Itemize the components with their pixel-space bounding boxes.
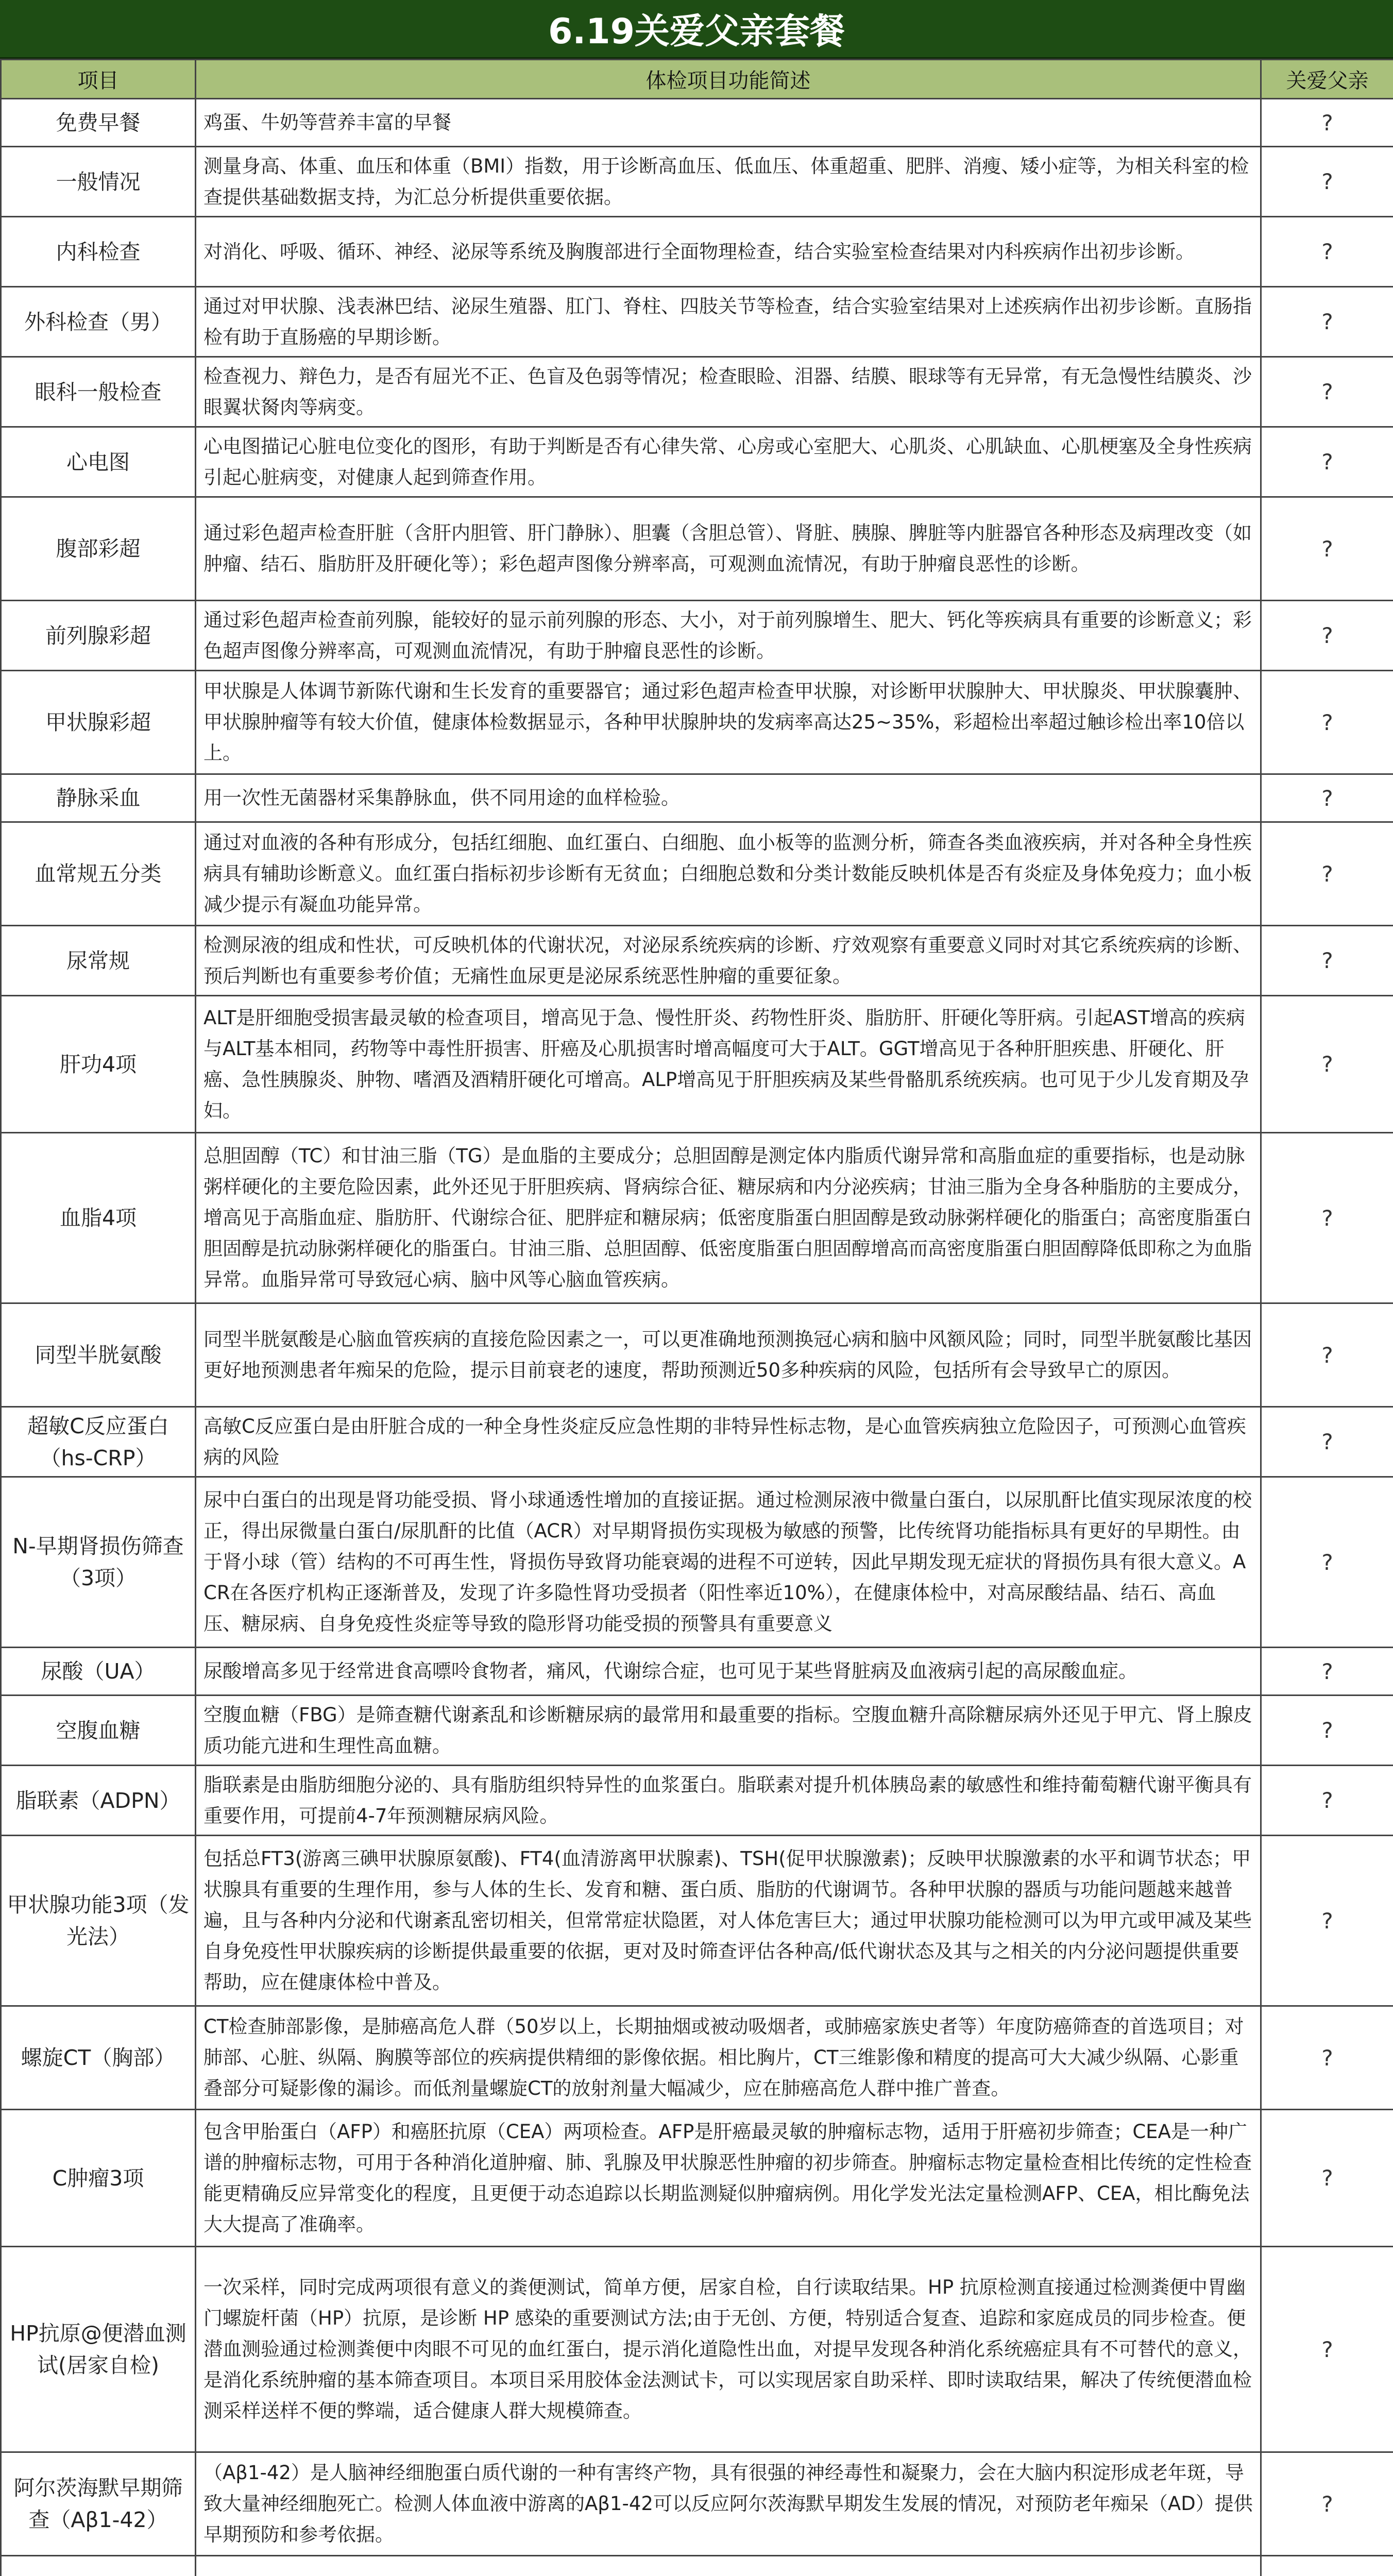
row-description: 高敏C反应蛋白是由肝脏合成的一种全身性炎症反应急性期的非特异性标志物，是心血管疾病独立危险因子，可预测心血管疾病的风险 bbox=[196, 1407, 1261, 1477]
row-item-name: 血常规五分类 bbox=[1, 822, 196, 926]
row-description: 包括总FT3(游离三碘甲状腺原氨酸)、FT4(血清游离甲状腺素)、TSH(促甲状腺激素)；反映甲状腺激素的水平和调节状态；甲状腺具有重要的生理作用，参与人体的生长、发育和糖、蛋白质、脂肪的代谢调节。各种甲状腺的器质与功能问题越来越普遍，且与各种内分泌和代谢紊乱密切相关，但常常症状隐匿，对人体危害巨大；通过甲状腺功能检测可以为甲亢或甲减及某些自身免疫性甲状腺疾病的诊断提供最重要的依据，更对及时筛查评估各种高/低代谢状态及其与之相关的内分泌问题提供重要帮助，应在健康体检中普及。 bbox=[196, 1836, 1261, 2006]
table-row bbox=[1, 99, 1393, 147]
row-package-mark: ? bbox=[1261, 2006, 1393, 2110]
row-package-mark: ? bbox=[1261, 1766, 1393, 1836]
row-item-name: 肝功4项 bbox=[1, 996, 196, 1133]
row-description: ALT是肝细胞受损害最灵敏的检查项目，增高见于急、慢性肝炎、药物性肝炎、脂肪肝、肝硬化等肝病。引起AST增高的疾病与ALT基本相同，药物等中毒性肝损害、肝癌及心肌损害时增高幅度可大于ALT。GGT增高见于各种肝胆疾患、肝硬化、肝癌、急性胰腺炎、肿物、嗜酒及酒精肝硬化可增高。ALP增高见于肝胆疾病及某些骨骼肌系统疾病。也可见于少儿发育期及孕妇。 bbox=[196, 996, 1261, 1133]
row-description: 甲状腺是人体调节新陈代谢和生长发育的重要器官；通过彩色超声检查甲状腺，对诊断甲状腺肿大、甲状腺炎、甲状腺囊肿、甲状腺肿瘤等有较大价值，健康体检数据显示，各种甲状腺肿块的发病率高达25~35%，彩超检出率超过触诊检出率10倍以上。 bbox=[196, 671, 1261, 774]
table-row bbox=[1, 1766, 1393, 1836]
table-row bbox=[1, 774, 1393, 822]
row-item-name: 脂联素（ADPN） bbox=[1, 1766, 196, 1836]
row-item-name: 一般情况 bbox=[1, 147, 196, 217]
row-description: 通过对血液的各种有形成分，包括红细胞、血红蛋白、白细胞、血小板等的监测分析，筛查各类血液疾病，并对各种全身性疾病具有辅助诊断意义。血红蛋白指标初步诊断有无贫血；白细胞总数和分类计数能反映机体是否有炎症及身体免疫力；血小板减少提示有凝血功能异常。 bbox=[196, 822, 1261, 926]
table-row bbox=[1, 1133, 1393, 1303]
table-row bbox=[1, 1407, 1393, 1477]
table-row bbox=[1, 287, 1393, 357]
table-row bbox=[1, 822, 1393, 926]
row-description: 对消化、呼吸、循环、神经、泌尿等系统及胸腹部进行全面物理检查，结合实验室检查结果对内科疾病作出初步诊断。 bbox=[196, 217, 1261, 287]
row-item-name: 空腹血糖 bbox=[1, 1696, 196, 1766]
row-package-mark: ? bbox=[1261, 2452, 1393, 2556]
package-table bbox=[0, 59, 1393, 2576]
table-row bbox=[1, 1477, 1393, 1648]
table-row bbox=[1, 1648, 1393, 1696]
table-row bbox=[1, 2006, 1393, 2110]
row-item-name: C肿瘤3项 bbox=[1, 2110, 196, 2247]
row-package-mark: ? bbox=[1261, 926, 1393, 996]
table-row bbox=[1, 357, 1393, 427]
row-description: 尿中白蛋白的出现是肾功能受损、肾小球通透性增加的直接证据。通过检测尿液中微量白蛋白，以尿肌酐比值实现尿浓度的校正，得出尿微量白蛋白/尿肌酐的比值（ACR）对早期肾损伤实现极为敏感的预警，比传统肾功能指标具有更好的早期性。由于肾小球（管）结构的不可再生性，肾损伤导致肾功能衰竭的进程不可逆转，因此早期发现无症状的肾损伤具有很大意义。ACR在各医疗机构正逐渐普及，发现了许多隐性肾功受损者（阳性率近10%），在健康体检中，对高尿酸结晶、结石、高血压、糖尿病、自身免疫性炎症等导致的隐形肾功能受损的预警具有重要意义 bbox=[196, 1477, 1261, 1648]
row-package-mark: ? bbox=[1261, 2247, 1393, 2452]
row-package-mark: ? bbox=[1261, 1836, 1393, 2006]
row-item-name: 同型半胱氨酸 bbox=[1, 1303, 196, 1407]
row-item-name: 尿常规 bbox=[1, 926, 196, 996]
table-row bbox=[1, 601, 1393, 671]
row-package-mark: ? bbox=[1261, 1303, 1393, 1407]
header-package: 关爱父亲 bbox=[1261, 60, 1393, 99]
table-row bbox=[1, 671, 1393, 774]
row-description: 测量身高、体重、血压和体重（BMI）指数，用于诊断高血压、低血压、体重超重、肥胖、消瘦、矮小症等，为相关科室的检查提供基础数据支持，为汇总分析提供重要依据。 bbox=[196, 147, 1261, 217]
row-package-mark: ? bbox=[1261, 147, 1393, 217]
table-row bbox=[1, 497, 1393, 601]
row-description: 包含甲胎蛋白（AFP）和癌胚抗原（CEA）两项检查。AFP是肝癌最灵敏的肿瘤标志物，适用于肝癌初步筛查；CEA是一种广谱的肿瘤标志物，可用于各种消化道肿瘤、肺、乳腺及甲状腺恶性肿瘤的初步筛查。肿瘤标志物定量检查相比传统的定性检查能更精确反应异常变化的程度，且更便于动态追踪以长期监测疑似肿瘤病例。用化学发光法定量检测AFP、CEA，相比酶免法大大提高了准确率。 bbox=[196, 2110, 1261, 2247]
row-item-name: 甲状腺功能3项（发光法） bbox=[1, 1836, 196, 2006]
row-package-mark: ? bbox=[1261, 427, 1393, 497]
row-description: 通过彩色超声检查肝脏（含肝内胆管、肝门静脉）、胆囊（含胆总管）、肾脏、胰腺、脾脏等内脏器官各种形态及病理改变（如肿瘤、结石、脂肪肝及肝硬化等）；彩色超声图像分辨率高，可观测血流情况，有助于肿瘤良恶性的诊断。 bbox=[196, 497, 1261, 601]
row-description: 心电图描记心脏电位变化的图形，有助于判断是否有心律失常、心房或心室肥大、心肌炎、心肌缺血、心肌梗塞及全身性疾病引起心脏病变，对健康人起到筛查作用。 bbox=[196, 427, 1261, 497]
row-description: 尿酸增高多见于经常进食高嘌呤食物者，痛风，代谢综合症，也可见于某些肾脏病及血液病引起的高尿酸血症。 bbox=[196, 1648, 1261, 1696]
row-item-name bbox=[1, 2556, 196, 2576]
row-package-mark: ? bbox=[1261, 671, 1393, 774]
row-description: 检查视力、辩色力，是否有屈光不正、色盲及色弱等情况；检查眼睑、泪器、结膜、眼球等有无异常，有无急慢性结膜炎、沙眼翼状胬肉等病变。 bbox=[196, 357, 1261, 427]
table-row bbox=[1, 2247, 1393, 2452]
table-row bbox=[1, 427, 1393, 497]
row-package-mark: ? bbox=[1261, 1477, 1393, 1648]
row-item-name: 免费早餐 bbox=[1, 99, 196, 147]
row-item-name: HP抗原@便潜血测试(居家自检) bbox=[1, 2247, 196, 2452]
row-item-name: N-早期肾损伤筛查（3项） bbox=[1, 1477, 196, 1648]
row-description: 鸡蛋、牛奶等营养丰富的早餐 bbox=[196, 99, 1261, 147]
row-description: 用一次性无菌器材采集静脉血，供不同用途的血样检验。 bbox=[196, 774, 1261, 822]
row-item-name: 阿尔茨海默早期筛查（Aβ1-42） bbox=[1, 2452, 196, 2556]
table-row bbox=[1, 926, 1393, 996]
row-item-name: 静脉采血 bbox=[1, 774, 196, 822]
row-item-name: 内科检查 bbox=[1, 217, 196, 287]
row-description: 脂联素是由脂肪细胞分泌的、具有脂肪组织特异性的血浆蛋白。脂联素对提升机体胰岛素的敏感性和维持葡萄糖代谢平衡具有重要作用，可提前4-7年预测糖尿病风险。 bbox=[196, 1766, 1261, 1836]
row-package-mark bbox=[1261, 2556, 1393, 2576]
row-item-name: 超敏C反应蛋白（hs-CRP） bbox=[1, 1407, 196, 1477]
row-package-mark: ? bbox=[1261, 497, 1393, 601]
row-package-mark: ? bbox=[1261, 774, 1393, 822]
table-row bbox=[1, 1836, 1393, 2006]
table-row bbox=[1, 147, 1393, 217]
table-row bbox=[1, 1696, 1393, 1766]
row-item-name: 腹部彩超 bbox=[1, 497, 196, 601]
table-row bbox=[1, 2452, 1393, 2556]
row-package-mark: ? bbox=[1261, 287, 1393, 357]
row-description: 通过对甲状腺、浅表淋巴结、泌尿生殖器、肛门、脊柱、四肢关节等检查，结合实验室结果对上述疾病作出初步诊断。直肠指检有助于直肠癌的早期诊断。 bbox=[196, 287, 1261, 357]
row-description: 检测尿液的组成和性状，可反映机体的代谢状况，对泌尿系统疾病的诊断、疗效观察有重要意义同时对其它系统疾病的诊断、预后判断也有重要参考价值；无痛性血尿更是泌尿系统恶性肿瘤的重要征象。 bbox=[196, 926, 1261, 996]
row-description: 一次采样，同时完成两项很有意义的粪便测试，简单方便，居家自检，自行读取结果。HP 抗原检测直接通过检测粪便中胃幽门螺旋杆菌（HP）抗原，是诊断 HP 感染的重要测试方法;由于无创、方便，特别适合复查、追踪和家庭成员的同步检查。便潜血测验通过检测粪便中肉眼不可见的血红蛋白，提示消化道隐性出血，对提早发现各种消化系统癌症具有不可替代的意义，是消化系统肿瘤的基本筛查项目。本项目采用胶体金法测试卡，可以实现居家自助采样、即时读取结果，解决了传统便潜血检测采样送样不便的弊端，适合健康人群大规模筛查。 bbox=[196, 2247, 1261, 2452]
row-description: （Aβ1-42）是人脑神经细胞蛋白质代谢的一种有害终产物，具有很强的神经毒性和凝聚力，会在大脑内积淀形成老年斑，导致大量神经细胞死亡。检测人体血液中游离的Aβ1-42可以反应阿尔茨海默早期发生发展的情况，对预防老年痴呆（AD）提供早期预防和参考依据。 bbox=[196, 2452, 1261, 2556]
row-package-mark: ? bbox=[1261, 357, 1393, 427]
row-item-name: 眼科一般检查 bbox=[1, 357, 196, 427]
row-item-name: 外科检查（男） bbox=[1, 287, 196, 357]
row-package-mark: ? bbox=[1261, 1407, 1393, 1477]
package-title: 6.19关爱父亲套餐 bbox=[0, 0, 1393, 59]
row-package-mark: ? bbox=[1261, 2110, 1393, 2247]
row-description bbox=[196, 2556, 1261, 2576]
row-description: 总胆固醇（TC）和甘油三脂（TG）是血脂的主要成分；总胆固醇是测定体内脂质代谢异常和高脂血症的重要指标，也是动脉粥样硬化的主要危险因素，此外还见于肝胆疾病、肾病综合征、糖尿病和内分泌疾病；甘油三脂为全身各种脂肪的主要成分，增高见于高脂血症、脂肪肝、代谢综合征、肥胖症和糖尿病；低密度脂蛋白胆固醇是致动脉粥样硬化的脂蛋白；高密度脂蛋白胆固醇是抗动脉粥样硬化的脂蛋白。甘油三脂、总胆固醇、低密度脂蛋白胆固醇增高而高密度脂蛋白胆固醇降低即称之为血脂异常。血脂异常可导致冠心病、脑中风等心脑血管疾病。 bbox=[196, 1133, 1261, 1303]
row-package-mark: ? bbox=[1261, 1696, 1393, 1766]
row-package-mark: ? bbox=[1261, 601, 1393, 671]
table-header-row bbox=[1, 60, 1393, 99]
header-item: 项目 bbox=[1, 60, 196, 99]
row-package-mark: ? bbox=[1261, 1133, 1393, 1303]
row-item-name: 心电图 bbox=[1, 427, 196, 497]
row-description: 通过彩色超声检查前列腺，能较好的显示前列腺的形态、大小，对于前列腺增生、肥大、钙化等疾病具有重要的诊断意义；彩色超声图像分辨率高，可观测血流情况，有助于肿瘤良恶性的诊断。 bbox=[196, 601, 1261, 671]
table-row bbox=[1, 2556, 1393, 2576]
row-package-mark: ? bbox=[1261, 99, 1393, 147]
row-package-mark: ? bbox=[1261, 822, 1393, 926]
row-package-mark: ? bbox=[1261, 1648, 1393, 1696]
row-package-mark: ? bbox=[1261, 217, 1393, 287]
row-description: 同型半胱氨酸是心脑血管疾病的直接危险因素之一，可以更准确地预测换冠心病和脑中风额风险；同时，同型半胱氨酸比基因更好地预测患者年痴呆的危险，提示目前衰老的速度，帮助预测近50多种疾病的风险，包括所有会导致早亡的原因。 bbox=[196, 1303, 1261, 1407]
row-description: 空腹血糖（FBG）是筛查糖代谢紊乱和诊断糖尿病的最常用和最重要的指标。空腹血糖升高除糖尿病外还见于甲亢、肾上腺皮质功能亢进和生理性高血糖。 bbox=[196, 1696, 1261, 1766]
table-row bbox=[1, 996, 1393, 1133]
row-item-name: 血脂4项 bbox=[1, 1133, 196, 1303]
row-description: CT检查肺部影像，是肺癌高危人群（50岁以上，长期抽烟或被动吸烟者，或肺癌家族史者等）年度防癌筛查的首选项目；对肺部、心脏、纵隔、胸膜等部位的疾病提供精细的影像依据。相比胸片，CT三维影像和精度的提高可大大减少纵隔、心影重叠部分可疑影像的漏诊。而低剂量螺旋CT的放射剂量大幅减少，应在肺癌高危人群中推广普查。 bbox=[196, 2006, 1261, 2110]
row-item-name: 甲状腺彩超 bbox=[1, 671, 196, 774]
table-row bbox=[1, 1303, 1393, 1407]
header-description: 体检项目功能简述 bbox=[196, 60, 1261, 99]
row-package-mark: ? bbox=[1261, 996, 1393, 1133]
row-item-name: 螺旋CT（胸部） bbox=[1, 2006, 196, 2110]
row-item-name: 前列腺彩超 bbox=[1, 601, 196, 671]
table-row bbox=[1, 2110, 1393, 2247]
table-row bbox=[1, 217, 1393, 287]
row-item-name: 尿酸（UA） bbox=[1, 1648, 196, 1696]
